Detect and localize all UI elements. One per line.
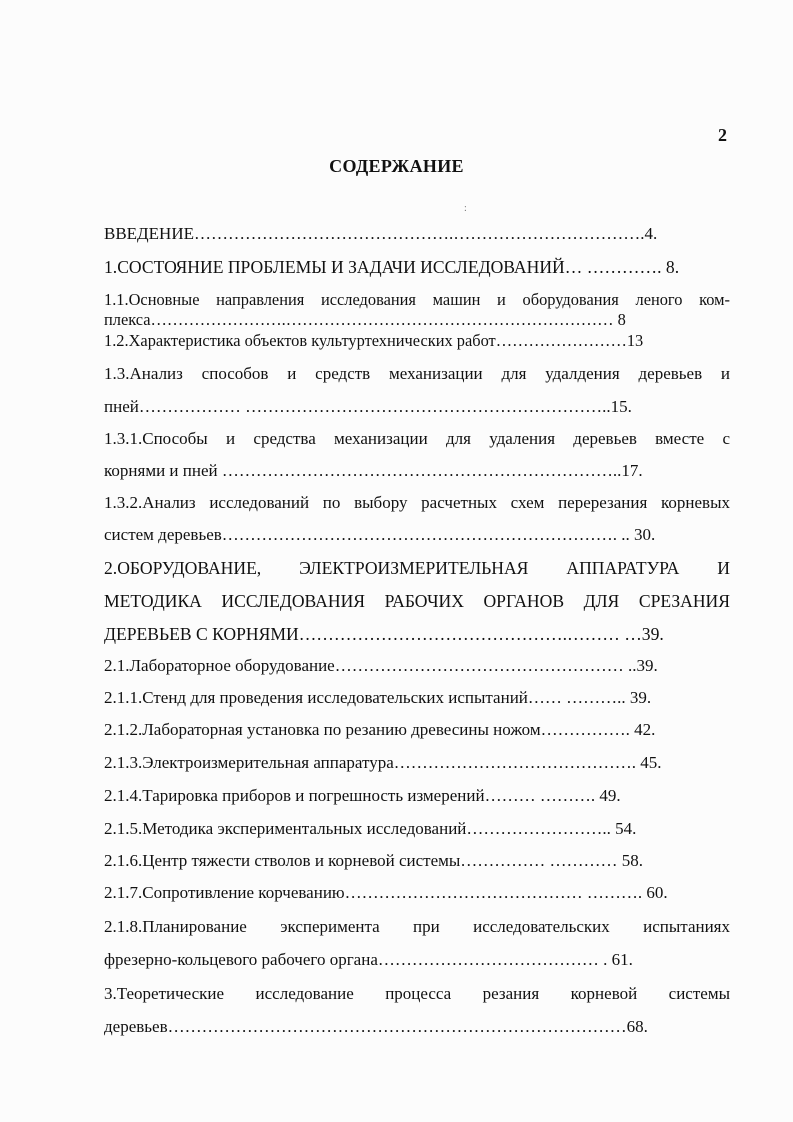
toc-entry-chapter-3-cont: деревьев………………………………………………………………………68. bbox=[104, 1017, 648, 1036]
toc-entry-1-3: 1.3.Анализ способов и средств механизации для удалдения деревьев и bbox=[104, 364, 730, 383]
toc-entry-2-1-1: 2.1.1.Стенд для проведения исследовательских испытаний…… ……….. 39. bbox=[104, 688, 652, 707]
toc-entry-2-1-7: 2.1.7.Сопротивление корчеванию…………………………………… ………. 60. bbox=[104, 883, 668, 902]
toc-entry-chapter-1: 1.СОСТОЯНИЕ ПРОБЛЕМЫ И ЗАДАЧИ ИССЛЕДОВАНИЙ… …………. 8. bbox=[104, 257, 680, 277]
scan-speck: : bbox=[464, 203, 467, 214]
toc-entry-chapter-2-cont-2: ДЕРЕВЬЕВ С КОРНЯМИ……………………………………….……… …39. bbox=[104, 624, 664, 644]
toc-entry-1-3-1-cont: корнями и пней ……………………………………………………………..17. bbox=[104, 461, 643, 480]
toc-entry-chapter-2-cont: МЕТОДИКА ИССЛЕДОВАНИЯ РАБОЧИХ ОРГАНОВ ДЛЯ СРЕЗАНИЯ bbox=[104, 591, 730, 611]
toc-entry-introduction: ВВЕДЕНИЕ……………………………………….…………………………….4. bbox=[104, 224, 658, 243]
toc-entry-2-1-6: 2.1.6.Центр тяжести стволов и корневой системы…………… ………… 58. bbox=[104, 851, 644, 870]
toc-entry-1-1: 1.1.Основные направления исследования машин и оборудования леного ком- bbox=[104, 290, 730, 309]
toc-entry-2-1-4: 2.1.4.Тарировка приборов и погрешность измерений……… ………. 49. bbox=[104, 786, 621, 805]
toc-entry-2-1-2: 2.1.2.Лабораторная установка по резанию древесины ножом……………. 42. bbox=[104, 720, 656, 739]
toc-entry-1-3-cont: пней……………… ………………………………………………………..15. bbox=[104, 397, 632, 416]
toc-entry-1-2: 1.2.Характеристика объектов культуртехнических работ……………………13 bbox=[104, 331, 644, 350]
page-title: СОДЕРЖАНИЕ bbox=[329, 156, 464, 176]
toc-entry-chapter-3: 3.Теоретические исследование процесса резания корневой системы bbox=[104, 984, 730, 1003]
toc-entry-2-1-8: 2.1.8.Планирование эксперимента при исследовательских испытаниях bbox=[104, 917, 730, 936]
toc-entry-2-1: 2.1.Лабораторное оборудование…………………………………………… ..39. bbox=[104, 656, 658, 675]
toc-entry-1-1-cont: плекса…………………….…………………………………………………… 8 bbox=[104, 310, 626, 329]
toc-entry-2-1-5: 2.1.5.Методика экспериментальных исследований…………………….. 54. bbox=[104, 819, 637, 838]
toc-entry-chapter-2: 2.ОБОРУДОВАНИЕ, ЭЛЕКТРОИЗМЕРИТЕЛЬНАЯ АППАРАТУРА И bbox=[104, 558, 730, 578]
page-number: 2 bbox=[718, 125, 727, 145]
toc-entry-1-3-2-cont: систем деревьев……………………………………………………………. .. 30. bbox=[104, 525, 656, 544]
toc-entry-1-3-2: 1.3.2.Анализ исследований по выбору расчетных схем перерезания корневых bbox=[104, 493, 730, 512]
toc-entry-1-3-1: 1.3.1.Способы и средства механизации для удаления деревьев вместе с bbox=[104, 429, 730, 448]
toc-entry-2-1-3: 2.1.3.Электроизмерительная аппаратура……………………………………. 45. bbox=[104, 753, 662, 772]
toc-entry-2-1-8-cont: фрезерно-кольцевого рабочего органа………………………………… . 61. bbox=[104, 950, 633, 969]
